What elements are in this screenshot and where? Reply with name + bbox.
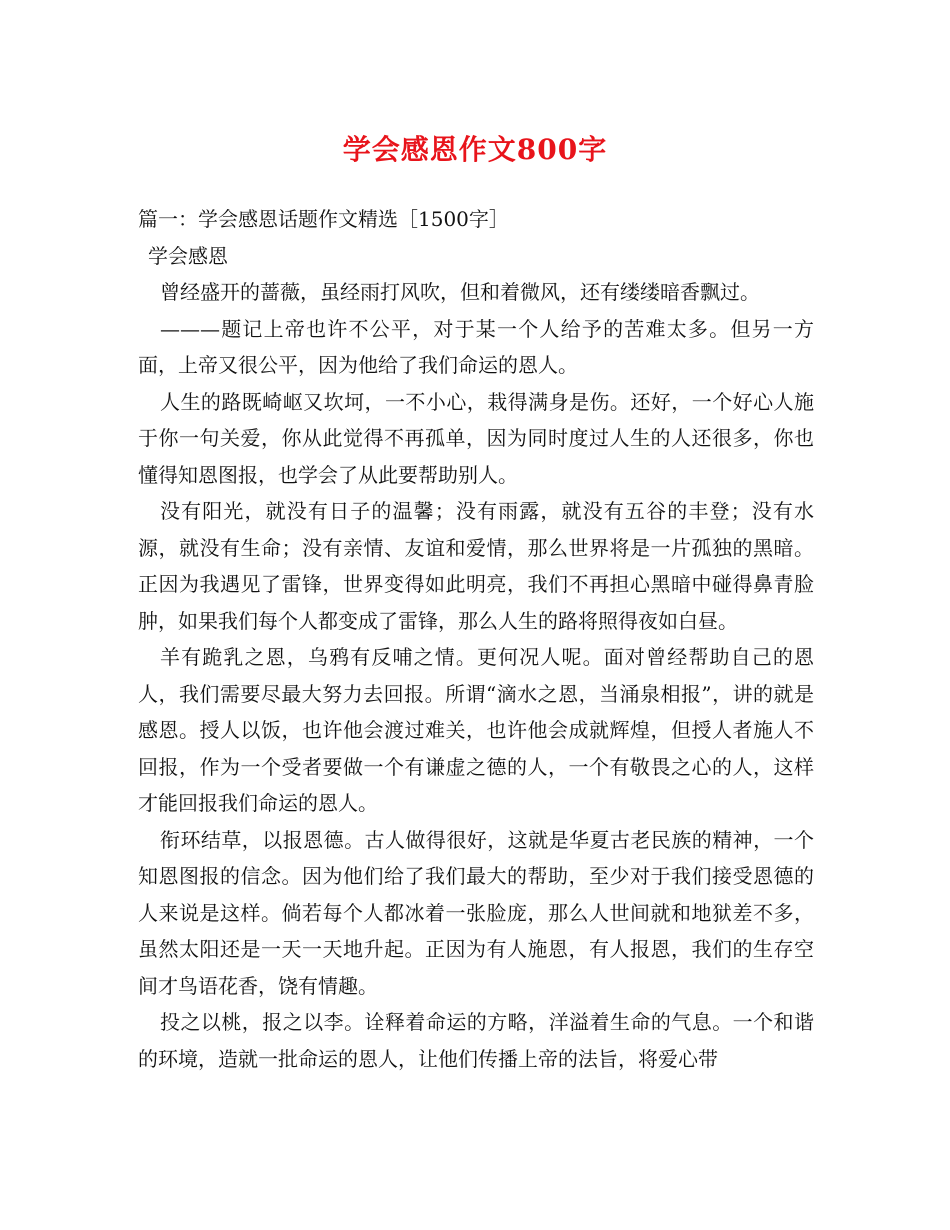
paragraph-2: ———题记上帝也许不公平，对于某一个人给予的苦难太多。但另一方面，上帝又很公平，因为他给了我们命运的恩人。 [138, 316, 814, 377]
paragraph-7: 投之以桃，报之以李。诠释着命运的方略，洋溢着生命的气息。一个和谐的环境，造就一批命运的恩人，让他们传播上帝的法旨，将爱心带 [138, 1010, 814, 1071]
document-body [138, 201, 814, 1077]
essay-title: 学会感恩 [148, 243, 228, 268]
paragraph-1: 曾经盛开的蔷薇，虽经雨打风吹，但和着微风，还有缕缕暗香飘过。 [160, 280, 760, 304]
paragraph-3: 人生的路既崎岖又坎坷，一不小心，栽得满身是伤。还好，一个好心人施于你一句关爱，你从此觉得不再孤单，因为同时度过人生的人还很多，你也懂得知恩图报，也学会了从此要帮助别人。 [138, 389, 814, 487]
document-title: 学会感恩作文800字 [342, 133, 608, 166]
paragraph-6: 衔环结草，以报恩德。古人做得很好，这就是华夏古老民族的精神，一个知恩图报的信念。因为他们给了我们最大的帮助，至少对于我们接受恩德的人来说是这样。倘若每个人都冰着一张脸庞，那么人世间就和地狱差不多，虽然太阳还是一天一天地升起。正因为有人施恩，有人报恩，我们的生存空间才鸟语花香，饶有情趣。 [138, 827, 814, 998]
paragraph-4: 没有阳光，就没有日子的温馨；没有雨露，就没有五谷的丰登；没有水源，就没有生命；没有亲情、友谊和爱情，那么世界将是一片孤独的黑暗。正因为我遇见了雷锋，世界变得如此明亮，我们不再担心黑暗中碰得鼻青脸肿，如果我们每个人都变成了雷锋，那么人生的路将照得夜如白昼。 [138, 499, 814, 633]
paragraph-5: 羊有跪乳之恩，乌鸦有反哺之情。更何况人呢。面对曾经帮助自己的恩人，我们需要尽最大努力去回报。所谓“滴水之恩，当涌泉相报”，讲的就是感恩。授人以饭，也许他会渡过难关，也许他会成就辉煌，但授人者施人不回报，作为一个受者要做一个有谦虚之德的人，一个有敬畏之心的人，这样才能回报我们命运的恩人。 [138, 645, 814, 815]
section-heading: 篇一：学会感恩话题作文精选［1500字］ [138, 207, 509, 231]
